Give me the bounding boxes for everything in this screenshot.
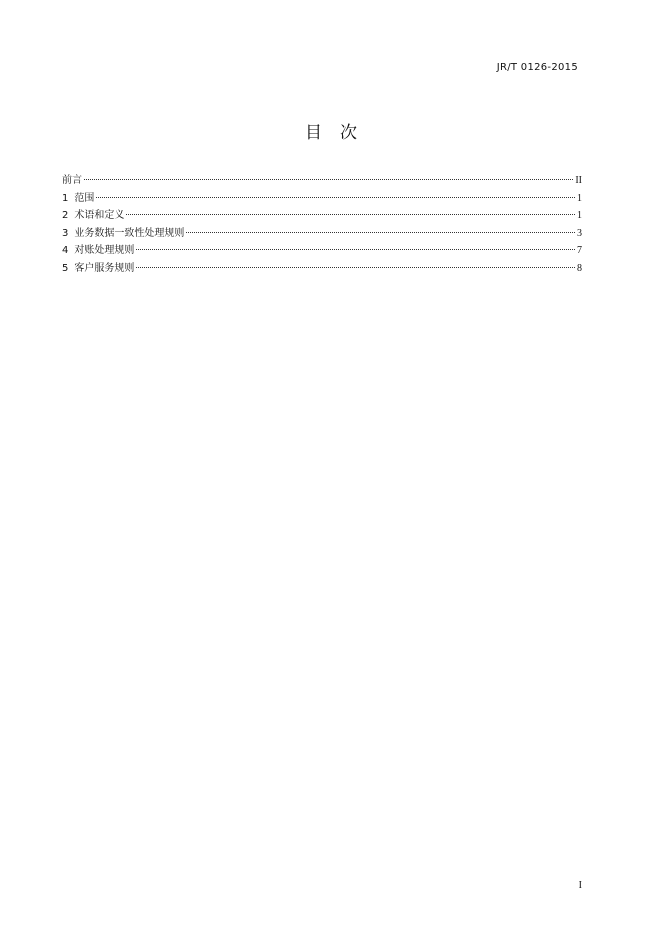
toc-entry-reconciliation-rules[interactable] bbox=[62, 242, 582, 260]
toc-entry-foreword[interactable] bbox=[62, 172, 582, 190]
toc-leader-dots bbox=[126, 214, 575, 215]
toc-entry-page: 7 bbox=[577, 245, 582, 256]
toc-entry-page: 1 bbox=[577, 210, 582, 221]
document-standard-number: JR/T 0126-2015 bbox=[496, 62, 578, 73]
toc-entry-page: 3 bbox=[577, 227, 582, 239]
toc-title-part2: 次 bbox=[340, 123, 357, 143]
toc-entry-number: 5 bbox=[62, 262, 69, 274]
toc-entry-number: 3 bbox=[62, 227, 69, 239]
toc-entry-number: 1 bbox=[62, 192, 69, 204]
toc-entry-label: 对账处理规则 bbox=[74, 245, 135, 256]
toc-title-part1: 目 bbox=[305, 123, 322, 143]
page-number: I bbox=[578, 880, 582, 891]
toc-entry-label: 术语和定义 bbox=[74, 210, 125, 221]
toc-leader-dots bbox=[84, 179, 573, 180]
toc-entry-page: 1 bbox=[577, 192, 582, 204]
toc-entry-number: 2 bbox=[62, 210, 69, 221]
table-of-contents bbox=[62, 172, 582, 277]
toc-entry-customer-service-rules[interactable] bbox=[62, 260, 582, 278]
toc-entry-label: 业务数据一致性处理规则 bbox=[74, 227, 185, 239]
toc-entry-number: 4 bbox=[62, 245, 69, 256]
toc-leader-dots bbox=[186, 232, 575, 233]
toc-leader-dots bbox=[136, 267, 575, 268]
toc-leader-dots bbox=[136, 249, 575, 250]
toc-leader-dots bbox=[96, 197, 575, 198]
toc-entry-terms[interactable] bbox=[62, 207, 582, 225]
toc-entry-scope[interactable] bbox=[62, 190, 582, 208]
toc-entry-label: 范围 bbox=[74, 192, 95, 204]
toc-title bbox=[0, 118, 662, 143]
toc-entry-page: 8 bbox=[577, 262, 582, 274]
toc-entry-label: 客户服务规则 bbox=[74, 262, 135, 274]
toc-entry-consistency-rules[interactable] bbox=[62, 225, 582, 243]
toc-entry-label: 前言 bbox=[62, 175, 82, 186]
toc-entry-page: II bbox=[575, 175, 582, 186]
